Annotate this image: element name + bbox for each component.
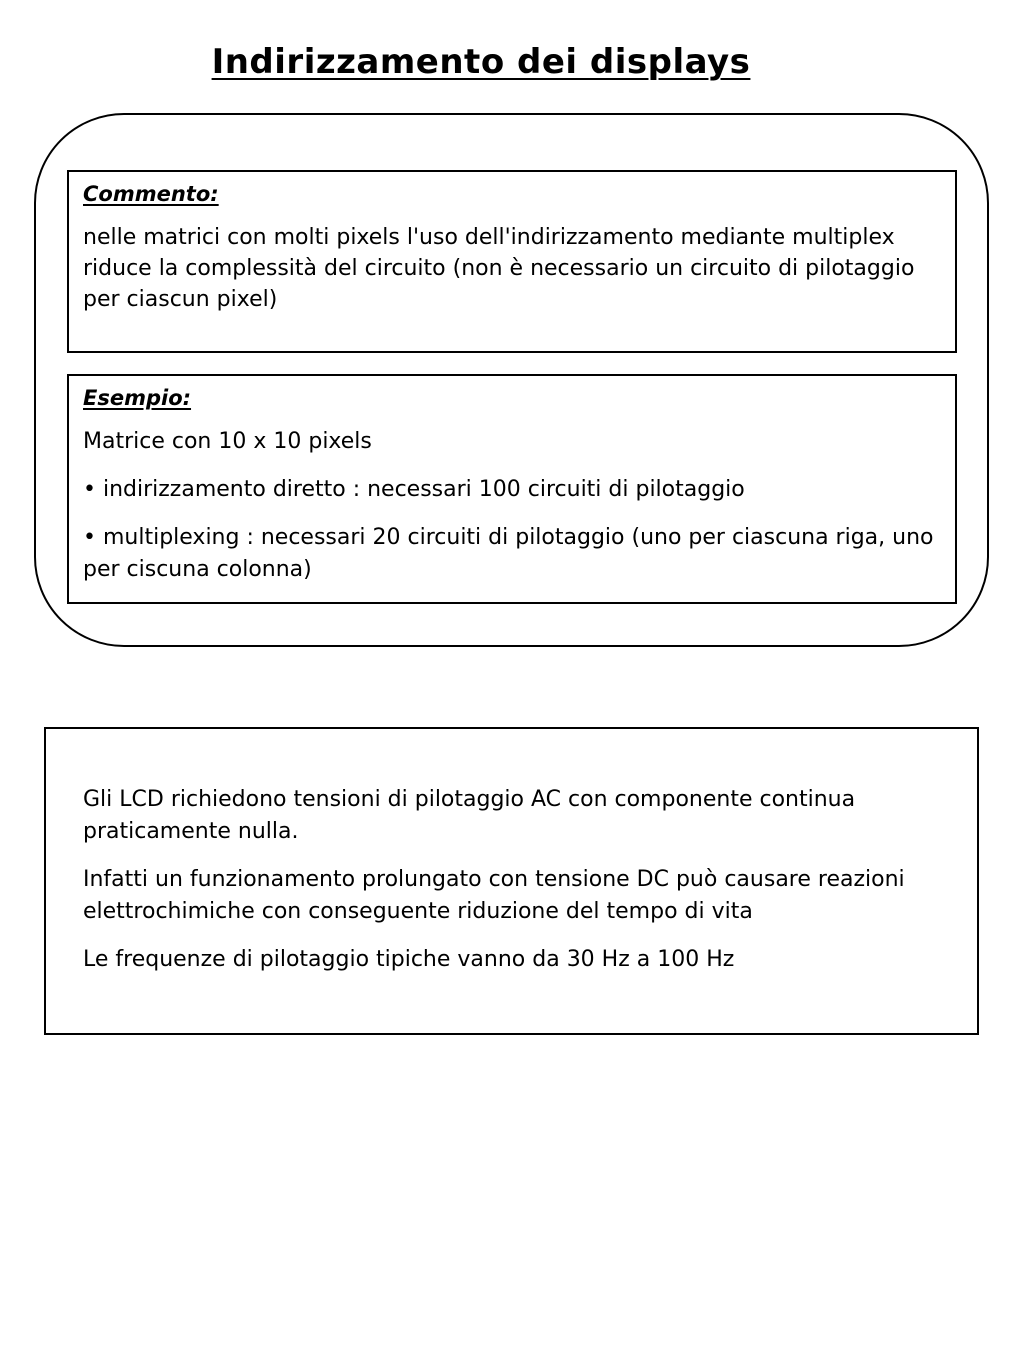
example-box xyxy=(67,374,957,604)
example-heading: Esempio: xyxy=(83,386,192,410)
example-line-direct: • indirizzamento diretto : necessari 100 circuiti di pilotaggio xyxy=(83,477,745,502)
lcd-note-box xyxy=(44,727,979,1035)
comment-heading: Commento: xyxy=(83,182,219,206)
example-line-multiplexing: • multiplexing : necessari 20 circuiti di pilotaggio (uno per ciascuna riga, uno per ciscuna colonna) xyxy=(83,525,934,582)
note-paragraph-frequency: Le frequenze di pilotaggio tipiche vanno da 30 Hz a 100 Hz xyxy=(83,947,735,972)
comment-text: nelle matrici con molti pixels l'uso dell'indirizzamento mediante multiplex riduce la complessità del circuito (non è necessario un circuito di pilotaggio per ciascun pixel) xyxy=(83,225,915,312)
comment-box xyxy=(67,170,957,353)
note-paragraph-ac: Gli LCD richiedono tensioni di pilotaggio AC con componente continua praticamente nulla. xyxy=(83,787,856,844)
example-line-matrix: Matrice con 10 x 10 pixels xyxy=(83,429,372,454)
note-paragraph-dc: Infatti un funzionamento prolungato con tensione DC può causare reazioni elettrochimiche con conseguente riduzione del tempo di vita xyxy=(83,867,905,924)
page-title: Indirizzamento dei displays xyxy=(211,42,751,82)
